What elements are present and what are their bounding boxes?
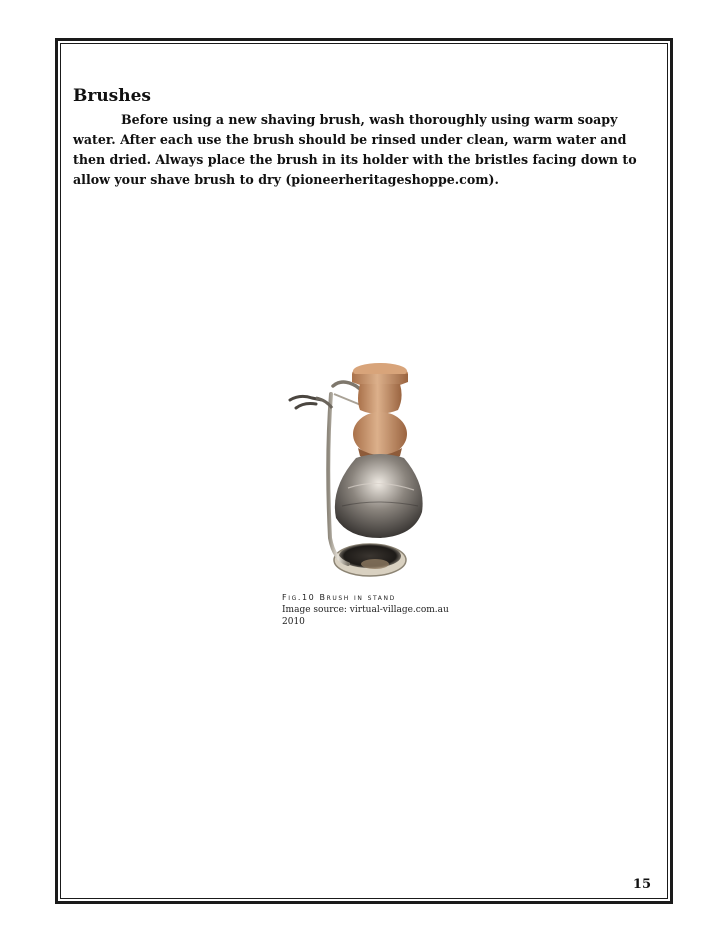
section-paragraph: Before using a new shaving brush, wash thoroughly using warm soapy water. After each use the brush should be rinsed under clean, warm water and then dried. Always place the brush in its holder with the bristles facing down to allow your shave brush to dry (pioneerheritageshoppe.com).: [73, 112, 637, 187]
caption-source-line1: Image source: virtual-village.com.au: [282, 605, 449, 615]
section-heading: Brushes: [73, 86, 152, 106]
brush-illustration: [238, 338, 473, 588]
caption-source-line2: 2010: [282, 617, 305, 627]
page-content: [73, 86, 657, 190]
caption-title: Fig.10 Brush in stand: [282, 593, 396, 602]
figure-caption: [282, 592, 482, 628]
brush-in-stand-image: [238, 338, 473, 588]
page-number: 15: [632, 877, 651, 892]
